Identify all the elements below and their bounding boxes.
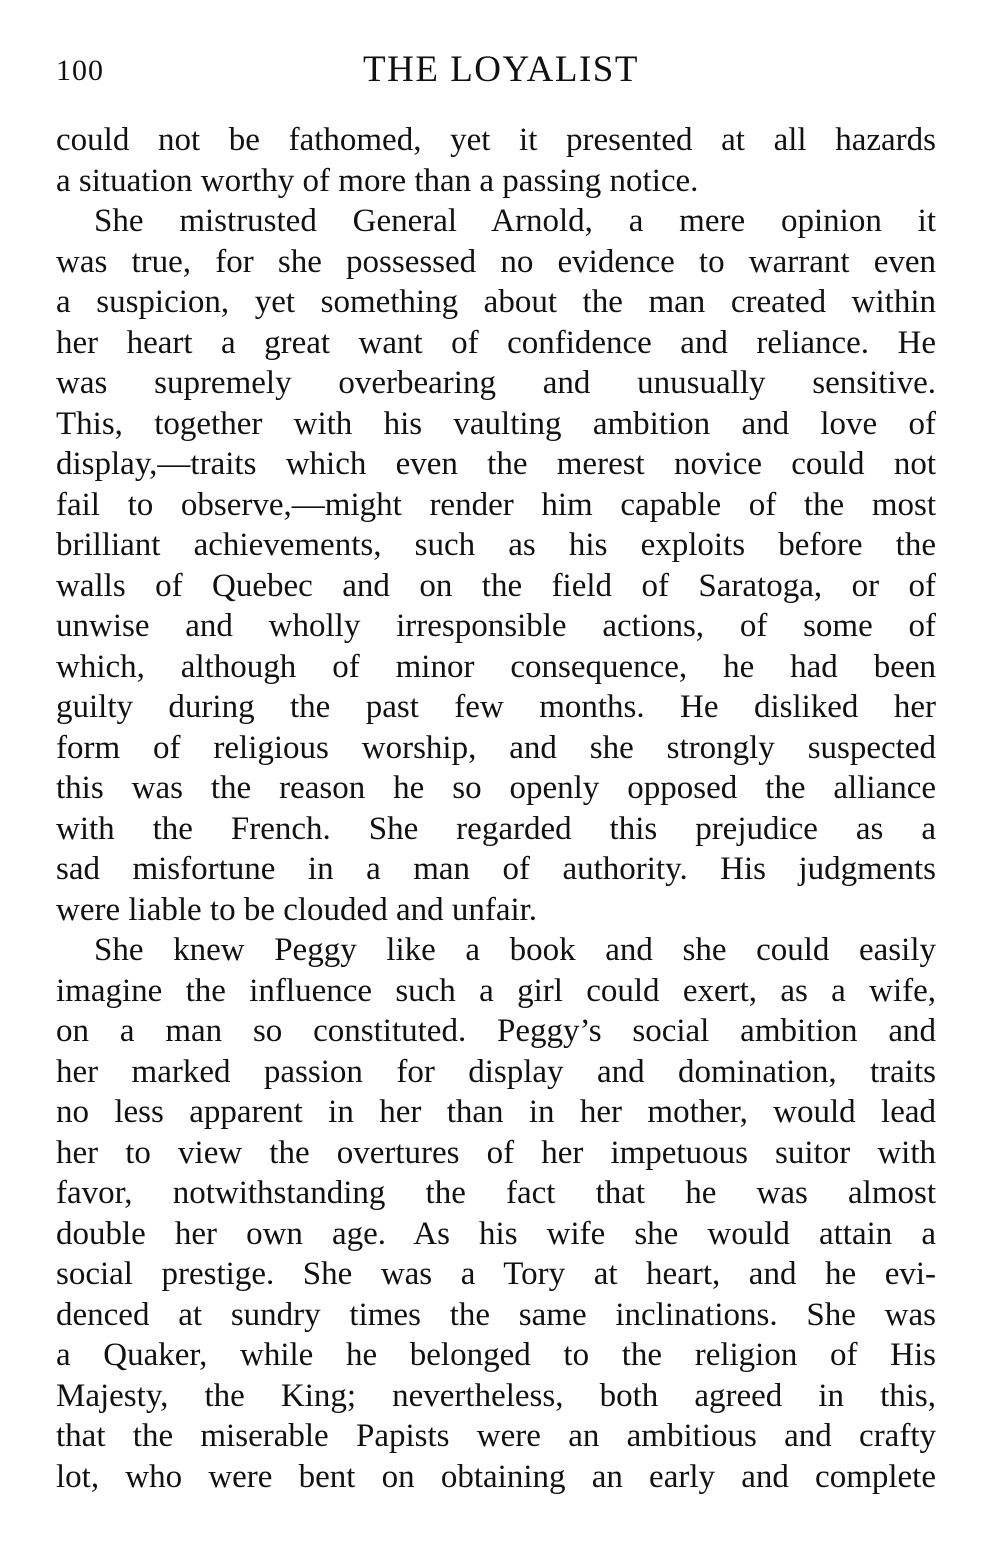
text-line: could not be fathomed, yet it presented at all hazards (56, 122, 936, 158)
text-line: This, together with his vaulting ambition and love of (56, 405, 936, 442)
page-header (56, 48, 936, 94)
text-line: double her own age. As his wife she would attain a (56, 1215, 936, 1252)
text-line: fail to observe,—might render him capable of the most (56, 486, 936, 523)
text-line: with the French. She regarded this prejudice as a (56, 810, 936, 847)
text-line: sad misfortune in a man of authority. His judgments (56, 851, 936, 887)
text-line: a Quaker, while he belonged to the religion of His (56, 1337, 936, 1373)
page-number: 100 (56, 54, 104, 87)
text-line: denced at sundry times the same inclinations. She was (56, 1296, 936, 1333)
text-line: favor, notwithstanding the fact that he was almost (56, 1175, 936, 1211)
text-line: form of religious worship, and she strongly suspected (56, 729, 936, 766)
text-line: a situation worthy of more than a passing notice. (56, 162, 699, 199)
text-line: She mistrusted General Arnold, a mere opinion it (94, 203, 936, 239)
text-line: her heart a great want of confidence and reliance. He (56, 324, 936, 361)
text-line: her to view the overtures of her impetuous suitor with (56, 1134, 936, 1171)
text-line: unwise and wholly irresponsible actions, of some of (56, 608, 936, 644)
text-line: walls of Quebec and on the field of Saratoga, or of (56, 567, 936, 604)
text-line: a suspicion, yet something about the man created within (56, 284, 936, 320)
text-line: display,—traits which even the merest novice could not (56, 446, 936, 482)
text-line: on a man so constituted. Peggy’s social ambition and (56, 1013, 936, 1049)
text-line: She knew Peggy like a book and she could easily (94, 932, 936, 968)
text-line: that the miserable Papists were an ambitious and crafty (56, 1418, 936, 1454)
text-line: this was the reason he so openly opposed the alliance (56, 770, 936, 806)
text-line: were liable to be clouded and unfair. (56, 891, 538, 928)
text-line: was true, for she possessed no evidence to warrant even (56, 243, 936, 280)
text-line: Majesty, the King; nevertheless, both agreed in this, (56, 1377, 936, 1414)
text-line: which, although of minor consequence, he had been (56, 648, 936, 685)
text-line: no less apparent in her than in her mother, would lead (56, 1094, 936, 1130)
text-line: brilliant achievements, such as his exploits before the (56, 527, 936, 563)
body-text (56, 120, 936, 1497)
text-line: guilty during the past few months. He disliked her (56, 689, 936, 725)
text-line: imagine the influence such a girl could exert, as a wife, (56, 972, 936, 1009)
text-line: was supremely overbearing and unusually sensitive. (56, 365, 936, 401)
text-line: social prestige. She was a Tory at heart, and he evi- (56, 1256, 936, 1292)
text-line: lot, who were bent on obtaining an early and complete (56, 1458, 936, 1495)
text-line: her marked passion for display and domination, traits (56, 1053, 936, 1090)
running-title: THE LOYALIST (363, 49, 639, 90)
